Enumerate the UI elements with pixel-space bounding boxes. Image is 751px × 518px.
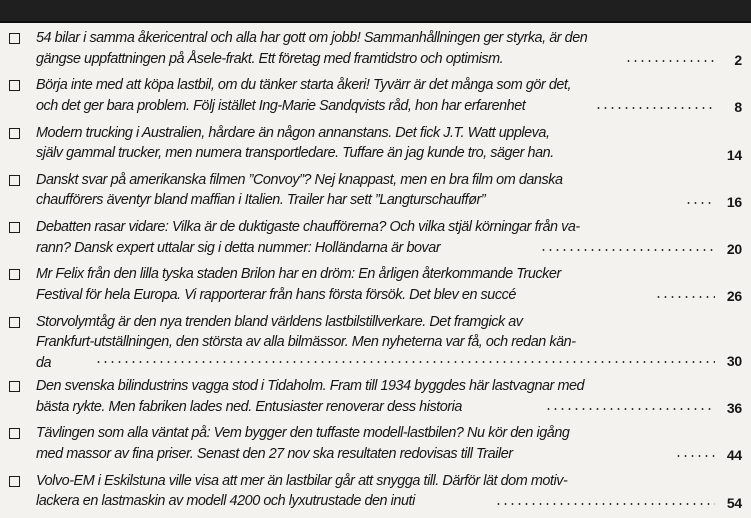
toc-entry: [0, 170, 751, 211]
table-of-contents: [0, 28, 751, 518]
entry-text: [36, 217, 706, 258]
dot-leader: [95, 361, 715, 363]
entry-line: med massor av fina priser. Senast den 27 nov ska resultaten redovisas till Trailer: [36, 445, 513, 462]
toc-entry: [0, 217, 751, 258]
checkbox-icon: [9, 175, 20, 186]
entry-text: [36, 312, 706, 374]
entry-line: Tävlingen som alla väntat på: Vem bygger den tuffaste modell-lastbilen? Nu kör den igång: [36, 425, 570, 442]
entry-line: Modern trucking i Australien, hårdare än någon annanstans. Det fick J.T. Watt uppleva,: [36, 124, 550, 141]
checkbox-icon: [9, 428, 20, 439]
checkbox-icon: [9, 33, 20, 44]
toc-entry: [0, 75, 751, 116]
page-number: 36: [726, 400, 742, 417]
entry-text: [36, 376, 706, 417]
dot-leader: [595, 107, 715, 109]
entry-line: chaufförers äventyr bland maffian i Italien. Trailer har sett ”Langturschauffør”: [36, 192, 486, 209]
checkbox-icon: [9, 317, 20, 328]
dot-leader: [540, 249, 715, 251]
entry-line: Debatten rasar vidare: Vilka är de duktigaste chaufförerna? Och vilka stjäl körningar från va-: [36, 219, 580, 236]
page-number: 8: [734, 99, 742, 116]
entry-text: [36, 471, 706, 512]
checkbox-icon: [9, 80, 20, 91]
entry-text: [36, 170, 706, 211]
entry-text: [36, 75, 706, 116]
entry-line: bästa rykte. Men fabriken lades ned. Entusiaster renoverar dess historia: [36, 398, 462, 415]
dot-leader: [625, 60, 715, 62]
page-number: 26: [726, 288, 742, 305]
entry-line: Mr Felix från den lilla tyska staden Brilon har en dröm: En årligen återkommande Trucker: [36, 266, 561, 283]
page-number: 16: [726, 193, 742, 210]
entry-line: Volvo-EM i Eskilstuna ville visa att mer än lastbilar går att snygga till. Därför lät dom motiv-: [36, 472, 568, 489]
entry-text: [36, 28, 706, 69]
entry-line: Börja inte med att köpa lastbil, om du tänker starta åkeri! Tyvärr är det många som gör det,: [36, 77, 572, 94]
checkbox-icon: [9, 222, 20, 233]
toc-entry: [0, 423, 751, 464]
entry-text: [36, 123, 706, 164]
dot-leader: [495, 503, 715, 505]
page-number: 2: [734, 52, 742, 68]
entry-line: Den svenska bilindustrins vagga stod i Tidaholm. Fram till 1934 byggdes här lastvagnar med: [36, 378, 585, 395]
toc-entry: [0, 471, 751, 512]
entry-line: gängse uppfattningen på Åsele-frakt. Ett företag med framtidstro och optimism.: [36, 50, 504, 67]
entry-line: 54 bilar i samma åkericentral och alla har gott om jobb! Sammanhållningen ger styrka, är den: [36, 30, 588, 46]
dot-leader: [545, 408, 715, 410]
toc-entry: [0, 376, 751, 417]
entry-line: Storvolymtåg är den nya trenden bland världens lastbilstillverkare. Det framgick av: [36, 313, 523, 330]
entry-line: själv gammal trucker, men numera transportledare. Tuffare än jag kunde tro, säger han.: [36, 145, 554, 162]
dot-leader: [675, 455, 715, 457]
entry-line: Frankfurt-utställningen, den största av alla bilmässor. Men nyheterna var få, och redan kän-: [36, 334, 576, 351]
top-dark-band: [0, 0, 751, 23]
entry-line: rann? Dansk expert uttalar sig i detta nummer: Holländarna är bovar: [36, 239, 441, 256]
toc-entry: [0, 264, 751, 305]
dot-leader: [655, 296, 715, 298]
page-number: 30: [726, 352, 742, 369]
entry-text: [36, 264, 706, 305]
entry-line: lackera en lastmaskin av modell 4200 och lyxutrustade den inuti: [36, 493, 415, 510]
entry-line: da: [36, 354, 52, 371]
page-number: 44: [726, 447, 742, 464]
entry-line: och det ger bara problem. Följ istället Ing-Marie Sandqvists råd, hon har erfarenhet: [36, 97, 526, 114]
entry-line: Festival för hela Europa. Vi rapporterar från hans första försök. Det blev en succé: [36, 286, 516, 303]
toc-entry: [0, 123, 751, 164]
entry-line: Danskt svar på amerikanska filmen ”Convoy”? Nej knappast, men en bra film om danska: [36, 171, 563, 188]
entry-text: [36, 423, 706, 464]
page-number: 14: [726, 146, 742, 163]
page-number: 20: [726, 241, 742, 258]
toc-entry: [0, 312, 751, 370]
checkbox-icon: [9, 128, 20, 139]
checkbox-icon: [9, 269, 20, 280]
page-number: 54: [726, 494, 742, 511]
checkbox-icon: [9, 381, 20, 392]
checkbox-icon: [9, 476, 20, 487]
dot-leader: [685, 202, 715, 204]
toc-entry: [0, 28, 751, 69]
